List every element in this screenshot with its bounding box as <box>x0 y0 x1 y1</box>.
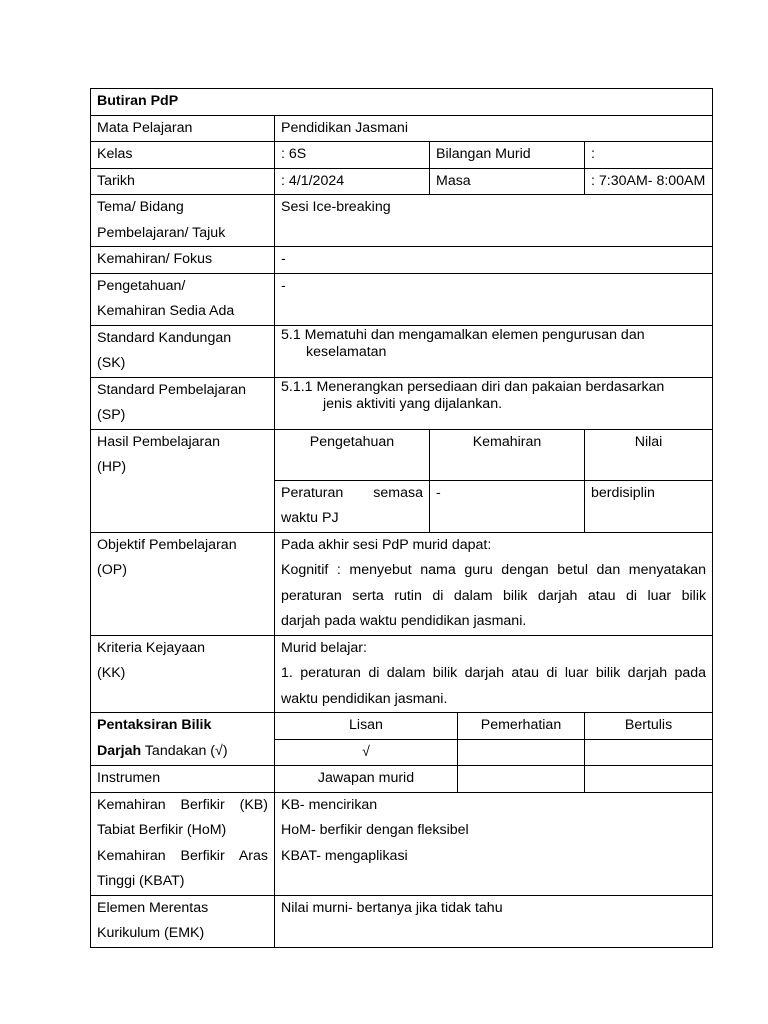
kb-value: KB- mencirikan HoM- berfikir dengan fleksibel KBAT- mengaplikasi <box>275 792 713 895</box>
kk-label: Kriteria Kejayaan (KK) <box>91 635 275 713</box>
emk-value: Nilai murni- bertanya jika tidak tahu <box>275 895 713 947</box>
tarikh-label: Tarikh <box>91 168 275 195</box>
mata-pelajaran-label: Mata Pelajaran <box>91 115 275 142</box>
kemahiran-fokus-value: - <box>275 247 713 274</box>
pbd-mark-pemerhatian <box>458 739 585 766</box>
tema-value: Sesi Ice-breaking <box>275 195 713 247</box>
instrumen-label: Instrumen <box>91 766 275 793</box>
pbd-mark-lisan: √ <box>275 739 458 766</box>
hp-header-pengetahuan: Pengetahuan <box>275 429 430 480</box>
hp-nilai-value: berdisiplin <box>585 480 713 532</box>
kelas-value: : 6S <box>275 142 430 169</box>
mata-pelajaran-value: Pendidikan Jasmani <box>275 115 713 142</box>
masa-label: Masa <box>430 168 585 195</box>
pengetahuan-label: Pengetahuan/ Kemahiran Sedia Ada <box>91 273 275 325</box>
sk-value: 5.1 Mematuhi dan mengamalkan elemen pengurusan dan keselamatan <box>275 325 713 377</box>
op-value: Pada akhir sesi PdP murid dapat: Kognitif : menyebut nama guru dengan betul dan menyatakan peraturan serta rutin di dalam bilik darjah atau di luar bilik darjah pada waktu pendidikan jasmani. <box>275 532 713 635</box>
hp-header-kemahiran: Kemahiran <box>430 429 585 480</box>
instrumen-lisan: Jawapan murid <box>275 766 458 793</box>
pbd-label: Pentaksiran Bilik Darjah Tandakan (√) <box>91 713 275 766</box>
op-label: Objektif Pembelajaran (OP) <box>91 532 275 635</box>
bilangan-murid-label: Bilangan Murid <box>430 142 585 169</box>
sp-label: Standard Pembelajaran (SP) <box>91 377 275 429</box>
hp-kemahiran-value: - <box>430 480 585 532</box>
section-title: Butiran PdP <box>91 89 713 116</box>
pengetahuan-value: - <box>275 273 713 325</box>
pbd-header-pemerhatian: Pemerhatian <box>458 713 585 740</box>
kemahiran-fokus-label: Kemahiran/ Fokus <box>91 247 275 274</box>
kb-label: Kemahiran Berfikir (KB) Tabiat Berfikir (HoM) Kemahiran Berfikir Aras Tinggi (KBAT) <box>91 792 275 895</box>
instrumen-bertulis <box>585 766 713 793</box>
tema-label: Tema/ Bidang Pembelajaran/ Tajuk <box>91 195 275 247</box>
emk-label: Elemen Merentas Kurikulum (EMK) <box>91 895 275 947</box>
sk-label: Standard Kandungan (SK) <box>91 325 275 377</box>
hp-header-nilai: Nilai <box>585 429 713 480</box>
pbd-mark-bertulis <box>585 739 713 766</box>
kelas-label: Kelas <box>91 142 275 169</box>
masa-value: : 7:30AM- 8:00AM <box>585 168 713 195</box>
bilangan-murid-value: : <box>585 142 713 169</box>
hp-label: Hasil Pembelajaran (HP) <box>91 429 275 532</box>
lesson-plan-table <box>90 88 713 948</box>
sp-value: 5.1.1 Menerangkan persediaan diri dan pakaian berdasarkan jenis aktiviti yang dijalankan. <box>275 377 713 429</box>
hp-pengetahuan-value: Peraturan semasa waktu PJ <box>275 480 430 532</box>
pbd-header-bertulis: Bertulis <box>585 713 713 740</box>
pbd-header-lisan: Lisan <box>275 713 458 740</box>
kk-value: Murid belajar: 1. peraturan di dalam bilik darjah atau di luar bilik darjah pada waktu pendidikan jasmani. <box>275 635 713 713</box>
tarikh-value: : 4/1/2024 <box>275 168 430 195</box>
instrumen-pemerhatian <box>458 766 585 793</box>
